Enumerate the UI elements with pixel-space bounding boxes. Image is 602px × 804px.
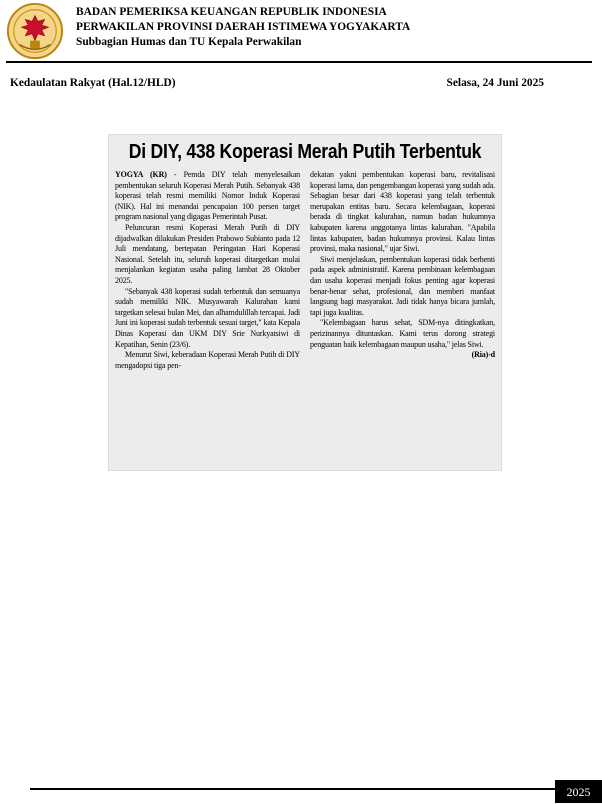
news-clipping [108, 134, 502, 471]
article-signature: (Ria)-d [471, 350, 495, 360]
article-paragraph: Peluncuran resmi Koperasi Merah Putih di DIY dijadwalkan dilakukan Presiden Prabowo Subianto pada 12 Juli mendatang, bertepatan Peringatan Hari Koperasi Nasional. Setelah itu, seluruh koperasi ditargetkan mulai menjalankan kegiatan usaha paling lambat 28 Oktober 2025. [115, 222, 300, 285]
footer-page-label: 2025 [555, 780, 602, 803]
source-publication: Kedaulatan Rakyat (Hal.12/HLD) [10, 77, 176, 89]
header-divider [6, 61, 592, 63]
letterhead-line-1: BADAN PEMERIKSA KEUANGAN REPUBLIK INDONESIA [76, 6, 387, 18]
article-column-1 [115, 170, 300, 371]
article-paragraph: dekatan yakni pembentukan koperasi baru, revitalisasi koperasi lama, dan pengembangan koperasi yang sudah ada. Sebagian besar dari 438 koperasi yang telah terbentuk merupakan entitas baru. Secara kelembagaan, koperasi berada di tingkat kalurahan, namun badan hukumnya kabupaten karena anggotanya lintas kalurahan. "Apabila lintas kabupaten, badan hukumnya provinsi. Kalau lintas provinsi, maka nasional," ujar Siwi. [310, 170, 495, 254]
article-paragraph: "Sebanyak 438 koperasi sudah terbentuk dan semuanya sudah memiliki NIK. Musyawarah Kalurahan kami targetkan selesai bulan Mei, dan alhamdulillah tercapai. Jadi Juni ini koperasi sudah terbentuk sesuai target," kata Kepala Dinas Koperasi dan UKM DIY Srie Nurkyatsiwi di Kepatihan, Senin (23/6). [115, 286, 300, 349]
article-title: Di DIY, 438 Koperasi Merah Putih Terbentuk [128, 141, 482, 163]
article-paragraph: Menurut Siwi, keberadaan Koperasi Merah Putih di DIY mengadopsi tiga pen- [115, 350, 300, 370]
article-paragraph: "Kelembagaan harus sehat, SDM-nya ditingkatkan, perizinannya dituntaskan. Kami terus dorong strategi penguatan baik kelembagaan maupun usaha," jelas Siwi. (Ria)-d [310, 318, 495, 360]
article-paragraph: YOGYA (KR) - Pemda DIY telah menyelesaikan pembentukan seluruh Koperasi Merah Putih. Sebanyak 438 koperasi telah resmi memiliki Nomor Induk Koperasi (NIK). Hal ini menandai pencapaian 100 persen target program nasional yang digagas Pemerintah Pusat. [115, 170, 300, 222]
article-dateline: YOGYA (KR) [115, 170, 167, 179]
letterhead-line-3: Subbagian Humas dan TU Kepala Perwakilan [76, 36, 302, 48]
letterhead [76, 5, 410, 50]
footer-divider [30, 788, 555, 790]
garuda-emblem-icon [6, 2, 64, 60]
letterhead-line-2: PERWAKILAN PROVINSI DAERAH ISTIMEWA YOGYAKARTA [76, 21, 411, 33]
publication-date: Selasa, 24 Juni 2025 [446, 77, 544, 89]
article-column-2 [310, 170, 495, 371]
article-paragraph: Siwi menjelaskan, pembentukan koperasi tidak berhenti pada aspek administratif. Karena pembinaan kelembagaan dan usaha koperasi menjadi fokus penting agar koperasi benar-benar sehat, profesional, dan memberi manfaat langsung bagi masyarakat. Jadi tidak hanya bicara jumlah, tapi juga kualitas. [310, 254, 495, 317]
